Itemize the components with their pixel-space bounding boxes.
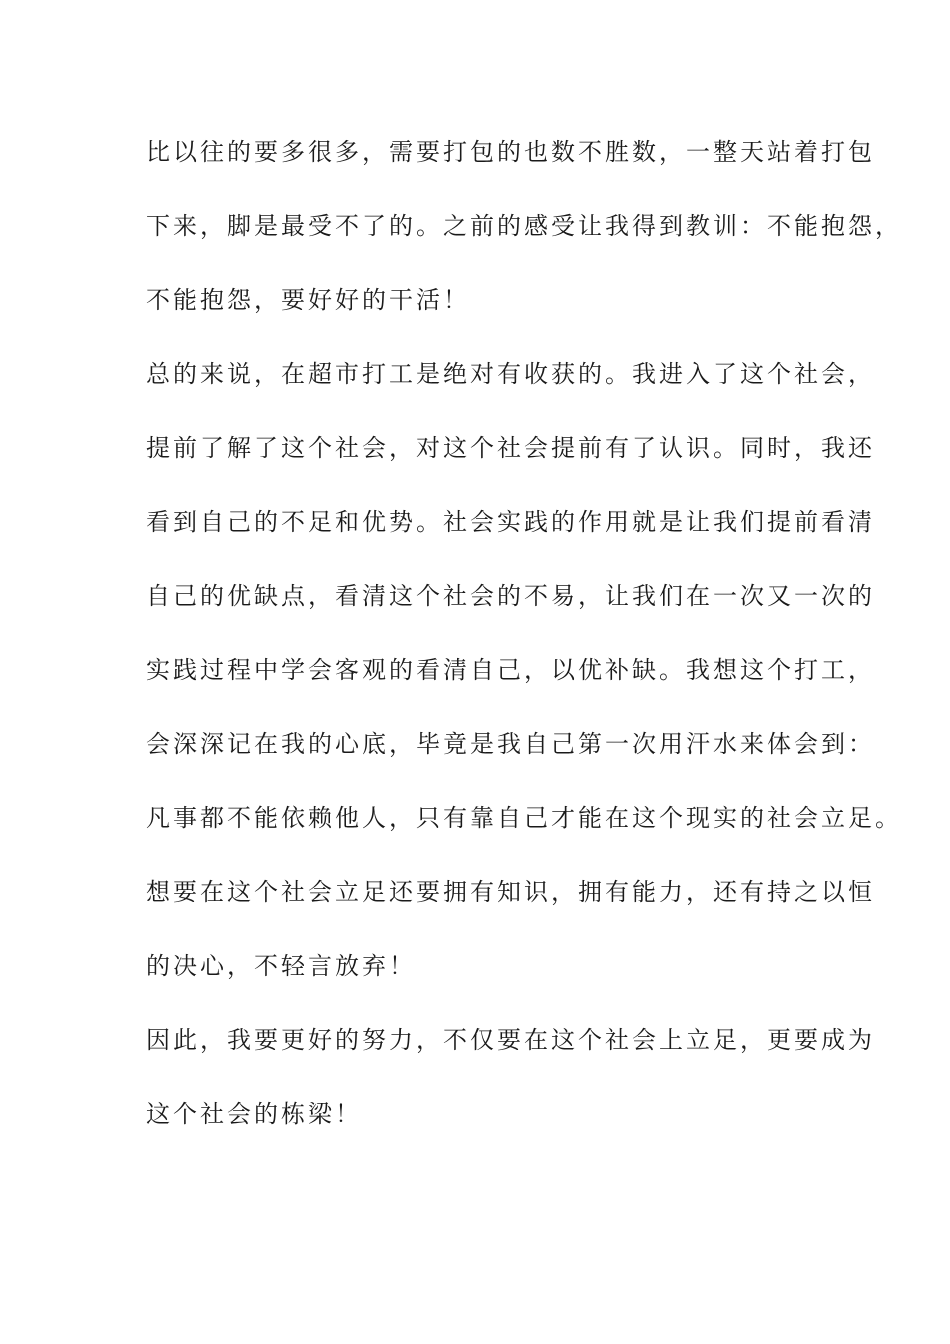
text-line: 想要在这个社会立足还要拥有知识，拥有能力，还有持之以恒 <box>146 878 875 906</box>
body-text <box>146 128 902 1164</box>
text-line: 不能抱怨，要好好的干活！ <box>146 286 470 314</box>
text-line: 下来，脚是最受不了的。之前的感受让我得到教训：不能抱怨， <box>146 212 902 240</box>
text-line: 比以往的要多很多，需要打包的也数不胜数，一整天站着打包 <box>146 138 875 166</box>
text-line: 因此，我要更好的努力，不仅要在这个社会上立足，更要成为 <box>146 1026 875 1054</box>
text-line: 凡事都不能依赖他人，只有靠自己才能在这个现实的社会立足。 <box>146 804 902 832</box>
text-line: 会深深记在我的心底，毕竟是我自己第一次用汗水来体会到： <box>146 730 875 758</box>
text-line: 这个社会的栋梁！ <box>146 1100 362 1128</box>
text-line: 总的来说，在超市打工是绝对有收获的。我进入了这个社会， <box>146 360 875 388</box>
text-line: 自己的优缺点，看清这个社会的不易，让我们在一次又一次的 <box>146 582 875 610</box>
text-line: 的决心，不轻言放弃！ <box>146 952 416 980</box>
text-line: 实践过程中学会客观的看清自己，以优补缺。我想这个打工， <box>146 656 875 684</box>
text-line: 看到自己的不足和优势。社会实践的作用就是让我们提前看清 <box>146 508 875 536</box>
text-line: 提前了解了这个社会，对这个社会提前有了认识。同时，我还 <box>146 434 875 462</box>
